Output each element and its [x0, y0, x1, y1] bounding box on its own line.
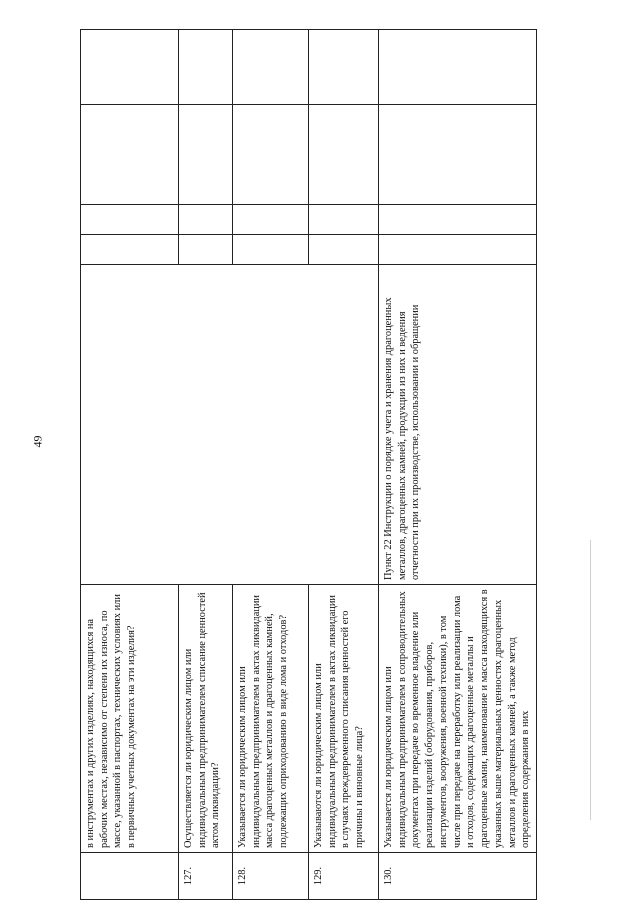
table-row — [81, 30, 179, 900]
answer-cell-na — [81, 105, 179, 205]
notes-cell — [379, 30, 537, 105]
answer-cell-no — [81, 205, 179, 235]
answer-cell-no — [309, 205, 379, 235]
scan-artifact-line — [590, 540, 591, 820]
page-number: 49 — [30, 435, 45, 448]
answer-cell-no — [233, 205, 309, 235]
answer-cell-na — [179, 105, 233, 205]
rotated-table-sheet — [80, 30, 532, 900]
notes-cell — [233, 30, 309, 105]
question-cell: Осуществляется ли юридическим лицом или индивидуальным предпринимателем списание ценностей актом ликвидации? — [179, 585, 233, 853]
notes-cell — [81, 30, 179, 105]
question-cell: в инструментах и других изделиях, находящихся на рабочих местах, независимо от степени их износа, по массе, указанной в паспортах, технических условиях или в первичных учетных документах на эти изделия? — [81, 585, 179, 853]
row-number: 128. — [233, 853, 309, 900]
notes-cell — [309, 30, 379, 105]
reference-cell — [81, 265, 379, 585]
answer-cell-yes — [233, 235, 309, 265]
row-number: 129. — [309, 853, 379, 900]
question-cell: Указывается ли юридическим лицом или индивидуальным предпринимателем в сопроводительных документах при передаче во временное владение или реализации изделий (оборудования, приборов, инструментов, вооружения, военной техники), в том числе при передаче на переработку или реализации лома и отходов, содержащих драгоценные металлы и драгоценные камни, наименование и масса находящихся в указанных выше материальных ценностях драгоценных металлов и драгоценных камней, а также метод определения содержания в них — [379, 585, 537, 853]
table-row — [379, 30, 537, 900]
question-cell: Указываются ли юридическим лицом или индивидуальным предпринимателем в актах ликвидации в случаях преждевременного списания ценностей его причины и виновные лица? — [309, 585, 379, 853]
checklist-table — [80, 29, 537, 900]
notes-cell — [179, 30, 233, 105]
answer-cell-na — [309, 105, 379, 205]
answer-cell-yes — [81, 235, 179, 265]
question-cell: Указывается ли юридическим лицом или индивидуальным предпринимателем в актах ликвидации масса драгоценных металлов и драгоценных камней, подлежащих оприходованию в виде лома и отходов? — [233, 585, 309, 853]
row-number: 127. — [179, 853, 233, 900]
answer-cell-na — [233, 105, 309, 205]
answer-cell-yes — [309, 235, 379, 265]
answer-cell-yes — [379, 235, 537, 265]
answer-cell-yes — [179, 235, 233, 265]
answer-cell-no — [379, 205, 537, 235]
row-number: 130. — [379, 853, 537, 900]
reference-cell: Пункт 22 Инструкции о порядке учета и хранения драгоценных металлов, драгоценных камней, продукции из них и ведения отчетности при их производстве, использовании и обращении — [379, 265, 537, 585]
answer-cell-no — [179, 205, 233, 235]
row-number — [81, 853, 179, 900]
answer-cell-na — [379, 105, 537, 205]
